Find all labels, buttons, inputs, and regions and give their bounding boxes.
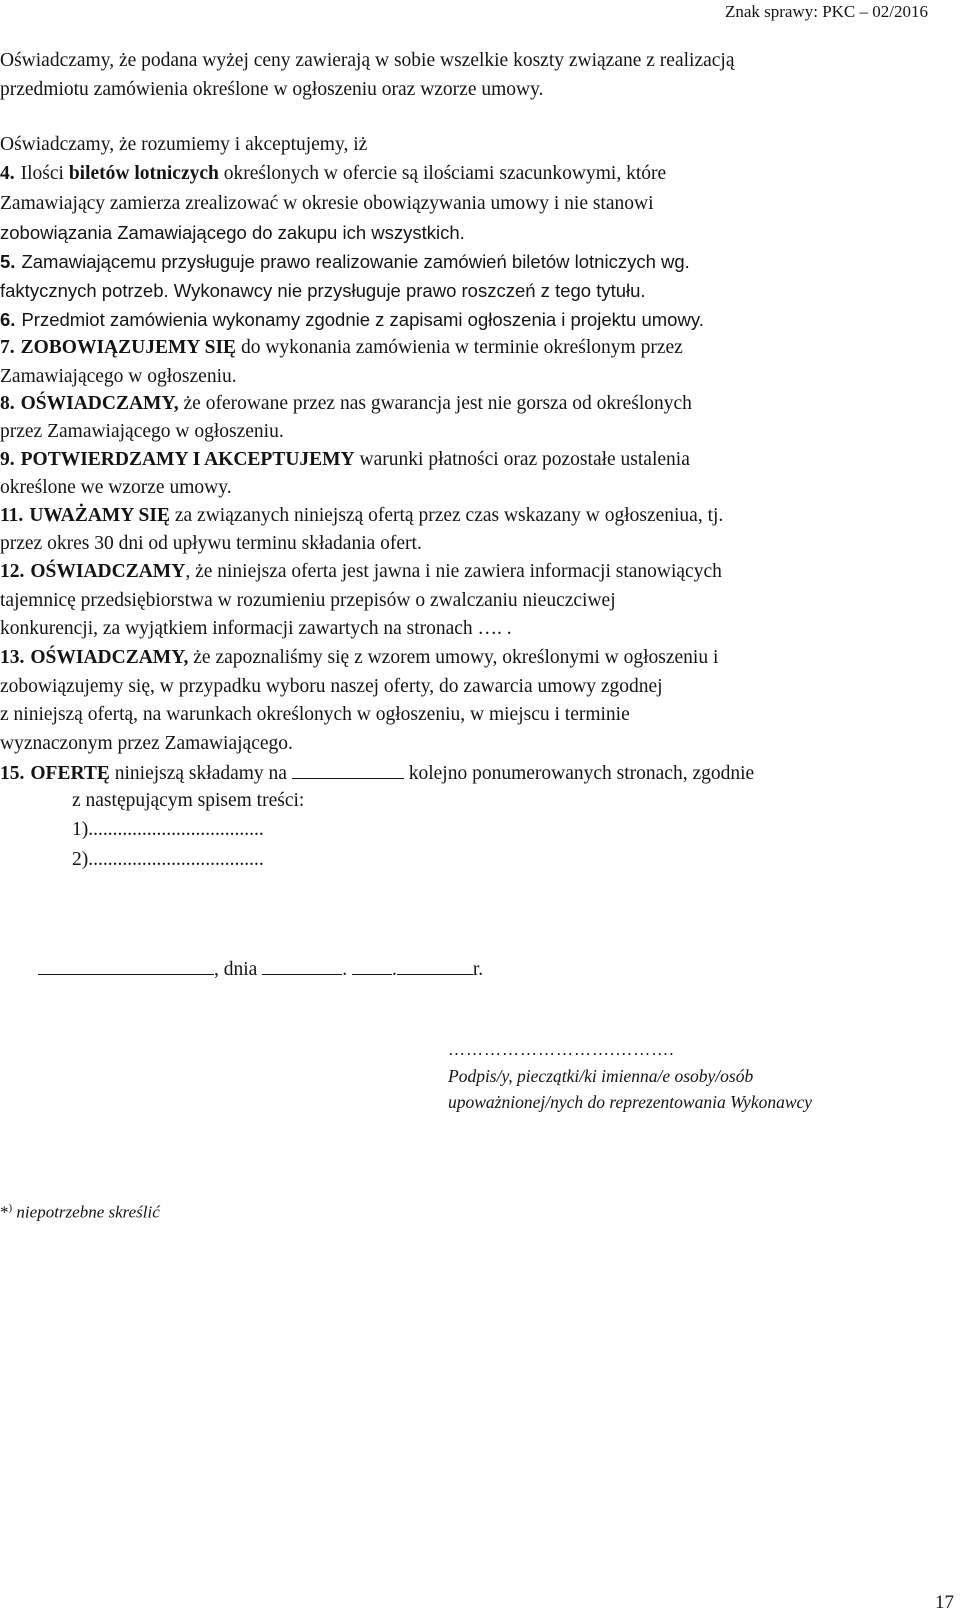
signature-line: ……………………….……….	[448, 1040, 675, 1059]
footnote	[0, 1202, 160, 1223]
item-12-line	[0, 558, 722, 586]
item-text: że oferowane przez nas gwarancja jest nie gorsza od określonych	[178, 393, 692, 414]
signature-caption: upoważnionej/nych do reprezentowania Wykonawcy	[448, 1092, 813, 1112]
item-emphasis: OŚWIADCZAMY,	[20, 393, 179, 414]
item-13-line	[0, 644, 718, 672]
date-separator: .	[391, 959, 397, 980]
page-number: 17	[935, 1592, 954, 1613]
item-number: 15.	[0, 763, 25, 784]
item-7-line: Zamawiającego w ogłoszeniu.	[0, 366, 237, 387]
item-emphasis: OŚWIADCZAMY	[30, 561, 186, 582]
item-15-line: z następującym spisem treści:	[72, 790, 305, 811]
item-text: określonych w ofercie są ilościami szacunkowymi, które	[218, 163, 667, 184]
item-emphasis: OŚWIADCZAMY,	[30, 647, 189, 668]
item-4-line	[0, 190, 955, 218]
year-suffix: r.	[472, 959, 484, 980]
toc-entry: 1)....................................	[72, 819, 264, 840]
item-number: 6.	[0, 309, 16, 330]
item-11-line	[0, 502, 723, 530]
item-number: 4.	[0, 163, 15, 184]
item-text: , że niniejsza oferta jest jawna i nie zawiera informacji stanowiących	[185, 561, 722, 582]
item-8-line	[0, 390, 692, 418]
item-emphasis: POTWIERDZAMY I AKCEPTUJEMY	[20, 449, 355, 470]
footnote-text: niepotrzebne skreślić	[12, 1202, 160, 1222]
toc-entry: 2)....................................	[72, 849, 264, 870]
item-7-line	[0, 334, 683, 362]
signature-caption: Podpis/y, pieczątki/ki imienna/e osoby/osób	[448, 1066, 754, 1086]
item-emphasis: UWAŻAMY SIĘ	[29, 505, 170, 526]
item-number: 13.	[0, 647, 25, 668]
item-13-line: wyznaczonym przez Zamawiającego.	[0, 733, 293, 754]
item-text: do wykonania zamówienia w terminie określonym przez	[236, 337, 683, 358]
item-text: tajemnicę przedsiębiorstwa w rozumieniu przepisów o zwalczaniu nieuczciwej	[0, 590, 616, 611]
item-number: 11.	[0, 505, 24, 526]
footnote-mark: *	[0, 1202, 9, 1222]
year-blank[interactable]	[397, 954, 473, 975]
date-separator: .	[342, 959, 348, 980]
place-date-line	[38, 954, 483, 984]
item-12-line: konkurencji, za wyjątkiem informacji zawartych na stronach …. .	[0, 618, 512, 639]
case-reference: Znak sprawy: PKC – 02/2016	[724, 2, 928, 21]
item-8-line: przez Zamawiającego w ogłoszeniu.	[0, 421, 284, 442]
day-blank[interactable]	[262, 954, 342, 975]
intro-paragraph-line: Oświadczamy, że podana wyżej ceny zawierają w sobie wszelkie koszty związane z realizacją	[0, 50, 735, 71]
item-number: 8.	[0, 393, 15, 414]
item-13-line: z niniejszą ofertą, na warunkach określonych w ogłoszeniu, w miejscu i terminie	[0, 704, 630, 725]
item-4-line: zobowiązania Zamawiającego do zakupu ich wszystkich.	[0, 222, 465, 243]
item-text: za związanych niniejszą ofertą przez czas wskazany w ogłoszeniua, tj.	[169, 505, 724, 526]
item-text: Zamawiającemu przysługuje prawo realizowanie zamówień biletów lotniczych wg.	[21, 251, 690, 272]
date-label: , dnia	[214, 959, 258, 980]
item-text: warunki płatności oraz pozostałe ustalenia	[354, 449, 690, 470]
item-text: że zapoznaliśmy się z wzorem umowy, określonymi w ogłoszeniu i	[188, 647, 719, 668]
item-emphasis: ZOBOWIĄZUJEMY SIĘ	[20, 337, 237, 358]
item-text: Przedmiot zamówienia wykonamy zgodnie z zapisami ogłoszenia i projektu umowy.	[21, 309, 704, 330]
item-text: Zamawiający zamierza zrealizować w okresie obowiązywania umowy i nie stanowi	[0, 193, 654, 214]
item-9-line: określone we wzorze umowy.	[0, 477, 232, 498]
page-count-blank[interactable]	[292, 758, 404, 779]
item-number: 12.	[0, 561, 25, 582]
item-4-line	[0, 160, 955, 188]
item-5-line: faktycznych potrzeb. Wykonawcy nie przysługuje prawo roszczeń z tego tytułu.	[0, 280, 646, 301]
item-text: Ilości	[20, 163, 69, 184]
item-5-line	[0, 248, 690, 276]
item-11-line: przez okres 30 dni od upływu terminu składania ofert.	[0, 533, 422, 554]
item-emphasis: OFERTĘ	[30, 763, 110, 784]
intro-paragraph-line: przedmiotu zamówienia określone w ogłoszeniu oraz wzorze umowy.	[0, 79, 544, 100]
item-15-line	[0, 758, 754, 788]
place-blank[interactable]	[38, 954, 214, 975]
item-text: kolejno ponumerowanych stronach, zgodnie	[403, 763, 755, 784]
item-number: 7.	[0, 337, 15, 358]
item-12-line	[0, 587, 952, 615]
item-9-line	[0, 446, 690, 474]
item-number: 9.	[0, 449, 15, 470]
item-13-line: zobowiązujemy się, w przypadku wyboru naszej oferty, do zawarcia umowy zgodnej	[0, 676, 663, 697]
item-number: 5.	[0, 251, 16, 272]
footnote-sup: )	[8, 1202, 13, 1214]
intro-acceptance-line: Oświadczamy, że rozumiemy i akceptujemy, iż	[0, 134, 368, 155]
item-6-line	[0, 306, 704, 334]
item-text: niniejszą składamy na	[109, 763, 287, 784]
item-emphasis: biletów lotniczych	[68, 163, 219, 184]
month-blank[interactable]	[352, 954, 392, 975]
